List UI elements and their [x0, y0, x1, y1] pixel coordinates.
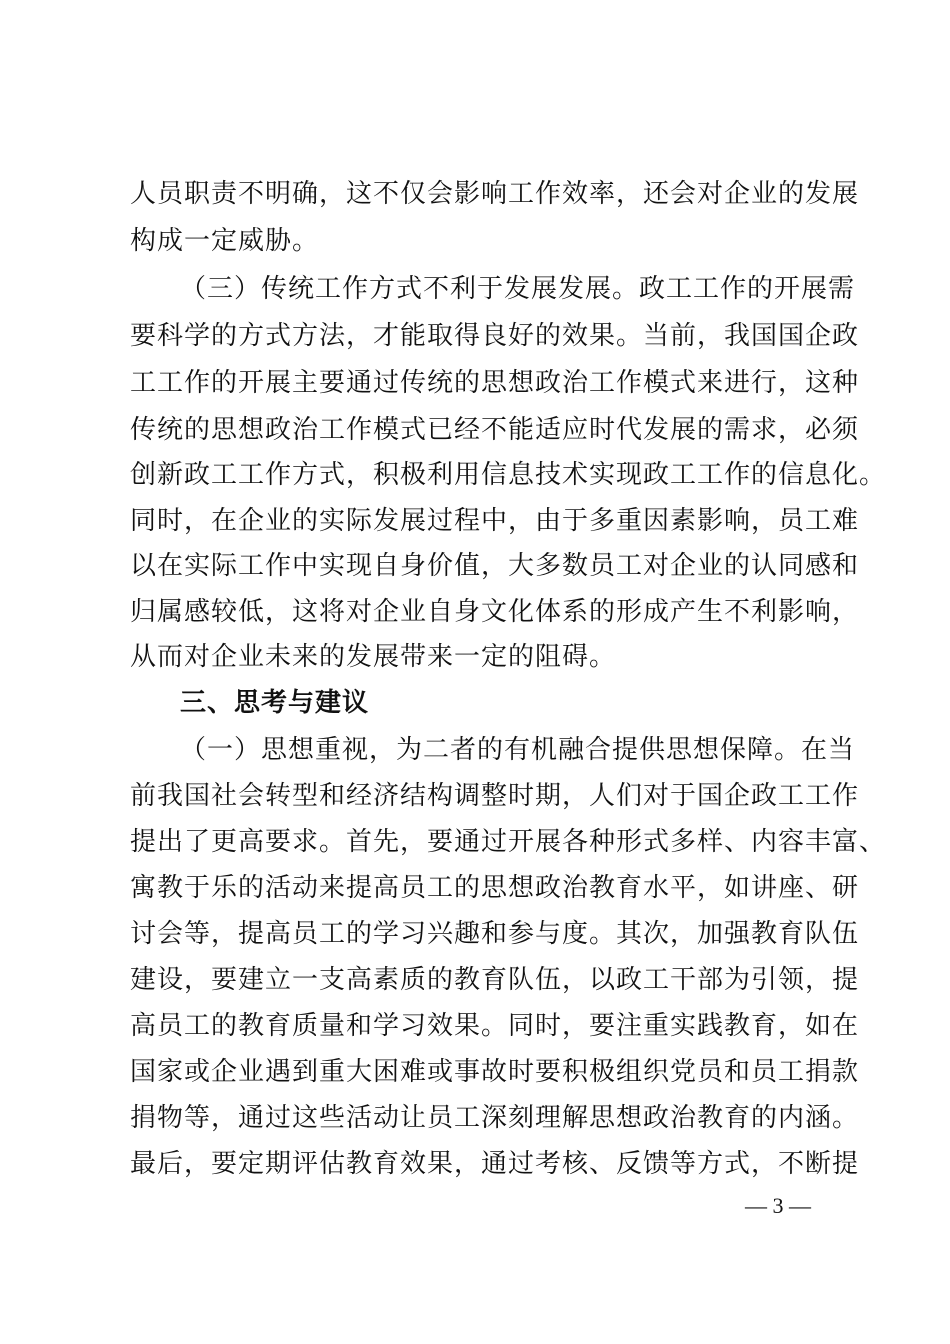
- body-text-line: 寓教于乐的活动来提高员工的思想政治教育水平，如讲座、研: [130, 873, 860, 903]
- subsection-heading-line: （一）思想重视，为二者的有机融合提供思想保障。在当: [180, 735, 856, 765]
- body-text-line: 建设，要建立一支高素质的教育队伍，以政工干部为引领，提: [130, 965, 860, 995]
- body-text-line: 从而对企业未来的发展带来一定的阻碍。: [130, 642, 617, 672]
- body-text-line: 传统的思想政治工作模式已经不能适应时代发展的需求，必须: [130, 415, 860, 445]
- body-text-line: 高员工的教育质量和学习效果。同时，要注重实践教育，如在: [130, 1011, 860, 1041]
- body-text-line: 前我国社会转型和经济结构调整时期，人们对于国企政工工作: [130, 781, 860, 811]
- body-text-line: 讨会等，提高员工的学习兴趣和参与度。其次，加强教育队伍: [130, 919, 860, 949]
- body-text-line: 构成一定威胁。: [130, 226, 320, 256]
- body-text-line: 要科学的方式方法，才能取得良好的效果。当前，我国国企政: [130, 321, 860, 351]
- section-heading: 三、思考与建议: [180, 688, 370, 718]
- body-text-line: 以在实际工作中实现自身价值，大多数员工对企业的认同感和: [130, 551, 860, 581]
- body-text-line: 同时，在企业的实际发展过程中，由于多重因素影响，员工难: [130, 506, 860, 536]
- body-text-line: 工工作的开展主要通过传统的思想政治工作模式来进行，这种: [130, 368, 860, 398]
- body-text-line: 人员职责不明确，这不仅会影响工作效率，还会对企业的发展: [130, 179, 860, 209]
- page-number: — 3 —: [745, 1193, 811, 1218]
- body-text-line: 国家或企业遇到重大困难或事故时要积极组织党员和员工捐款: [130, 1057, 860, 1087]
- body-text-line: 创新政工工作方式，积极利用信息技术实现政工工作的信息化。: [130, 460, 887, 490]
- body-text-line: 捐物等，通过这些活动让员工深刻理解思想政治教育的内涵。: [130, 1103, 860, 1133]
- body-text-line: 提出了更高要求。首先，要通过开展各种形式多样、内容丰富、: [130, 827, 887, 857]
- subsection-heading-line: （三）传统工作方式不利于发展发展。政工工作的开展需: [180, 274, 856, 304]
- body-text-line: 归属感较低，这将对企业自身文化体系的形成产生不利影响，: [130, 597, 860, 627]
- body-text-line: 最后，要定期评估教育效果，通过考核、反馈等方式，不断提: [130, 1149, 860, 1179]
